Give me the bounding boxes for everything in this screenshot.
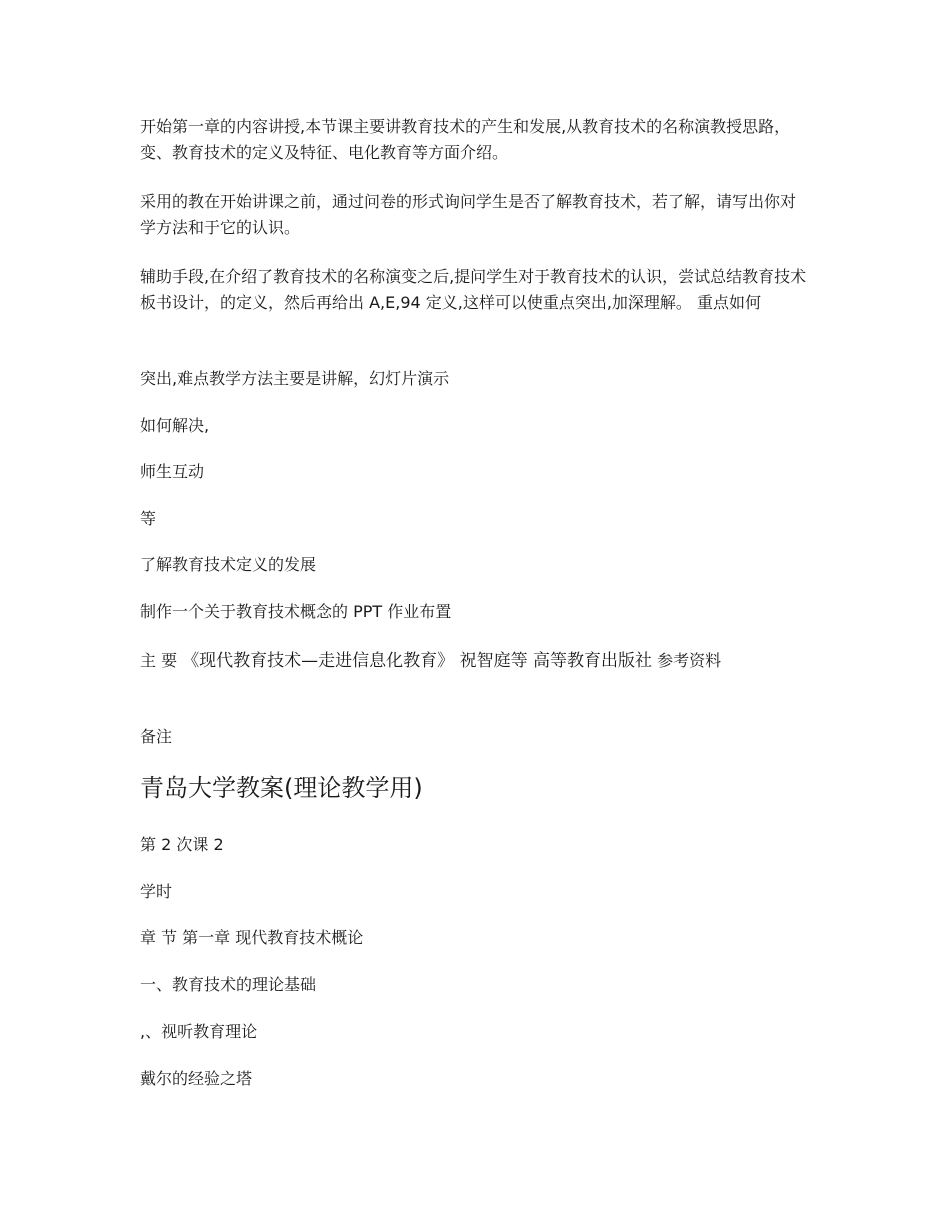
lesson-topic: 戴尔的经验之塔 xyxy=(140,1069,253,1088)
lesson-chapter: 章 节 第一章 现代教育技术概论 xyxy=(140,928,364,947)
lesson-section: 一、教育技术的理论基础 xyxy=(140,975,317,994)
lesson-subsection: ,、视听教育理论 xyxy=(140,1022,258,1041)
references-prefix: 主 要 xyxy=(140,651,183,670)
paragraph-questionnaire: 采用的教在开始讲课之前，通过问卷的形式询问学生是否了解教育技术，若了解，请写出你对学方法和于它的认识。 xyxy=(140,192,797,237)
paragraph-teaching-approach: 开始第一章的内容讲授,本节课主要讲教育技术的产生和发展,从教育技术的名称演教授思路，变、教育技术的定义及特征、电化教育等方面介绍。 xyxy=(140,117,791,162)
lesson-count: 第 2 次课 2 xyxy=(140,835,224,854)
lesson-hours: 学时 xyxy=(140,882,173,901)
references-suffix: 参考资料 xyxy=(652,651,722,670)
paragraph-solution: 如何解决, xyxy=(140,416,210,435)
paragraph-key-points: 辅助手段,在介绍了教育技术的名称演变之后,提问学生对于教育技术的认识，尝试总结教育技术板书设计，的定义，然后再给出 A,E,94 定义,这样可以使重点突出,加深理解。 重点如何 xyxy=(140,267,807,312)
paragraph-homework: 制作一个关于教育技术概念的 PPT 作业布置 xyxy=(140,602,452,621)
paragraph-etc: 等 xyxy=(140,509,157,528)
paragraph-references xyxy=(140,648,810,674)
references-book: 《现代教育技术—走进信息化教育》 祝智庭等 高等教育出版社 xyxy=(182,651,652,671)
notes-label: 备注 xyxy=(140,727,173,746)
paragraph-difficulties: 突出,难点教学方法主要是讲解，幻灯片演示 xyxy=(140,369,450,388)
document-title: 青岛大学教案(理论教学用) xyxy=(140,774,423,802)
paragraph-definition-development: 了解教育技术定义的发展 xyxy=(140,555,317,574)
paragraph-interaction: 师生互动 xyxy=(140,462,205,481)
